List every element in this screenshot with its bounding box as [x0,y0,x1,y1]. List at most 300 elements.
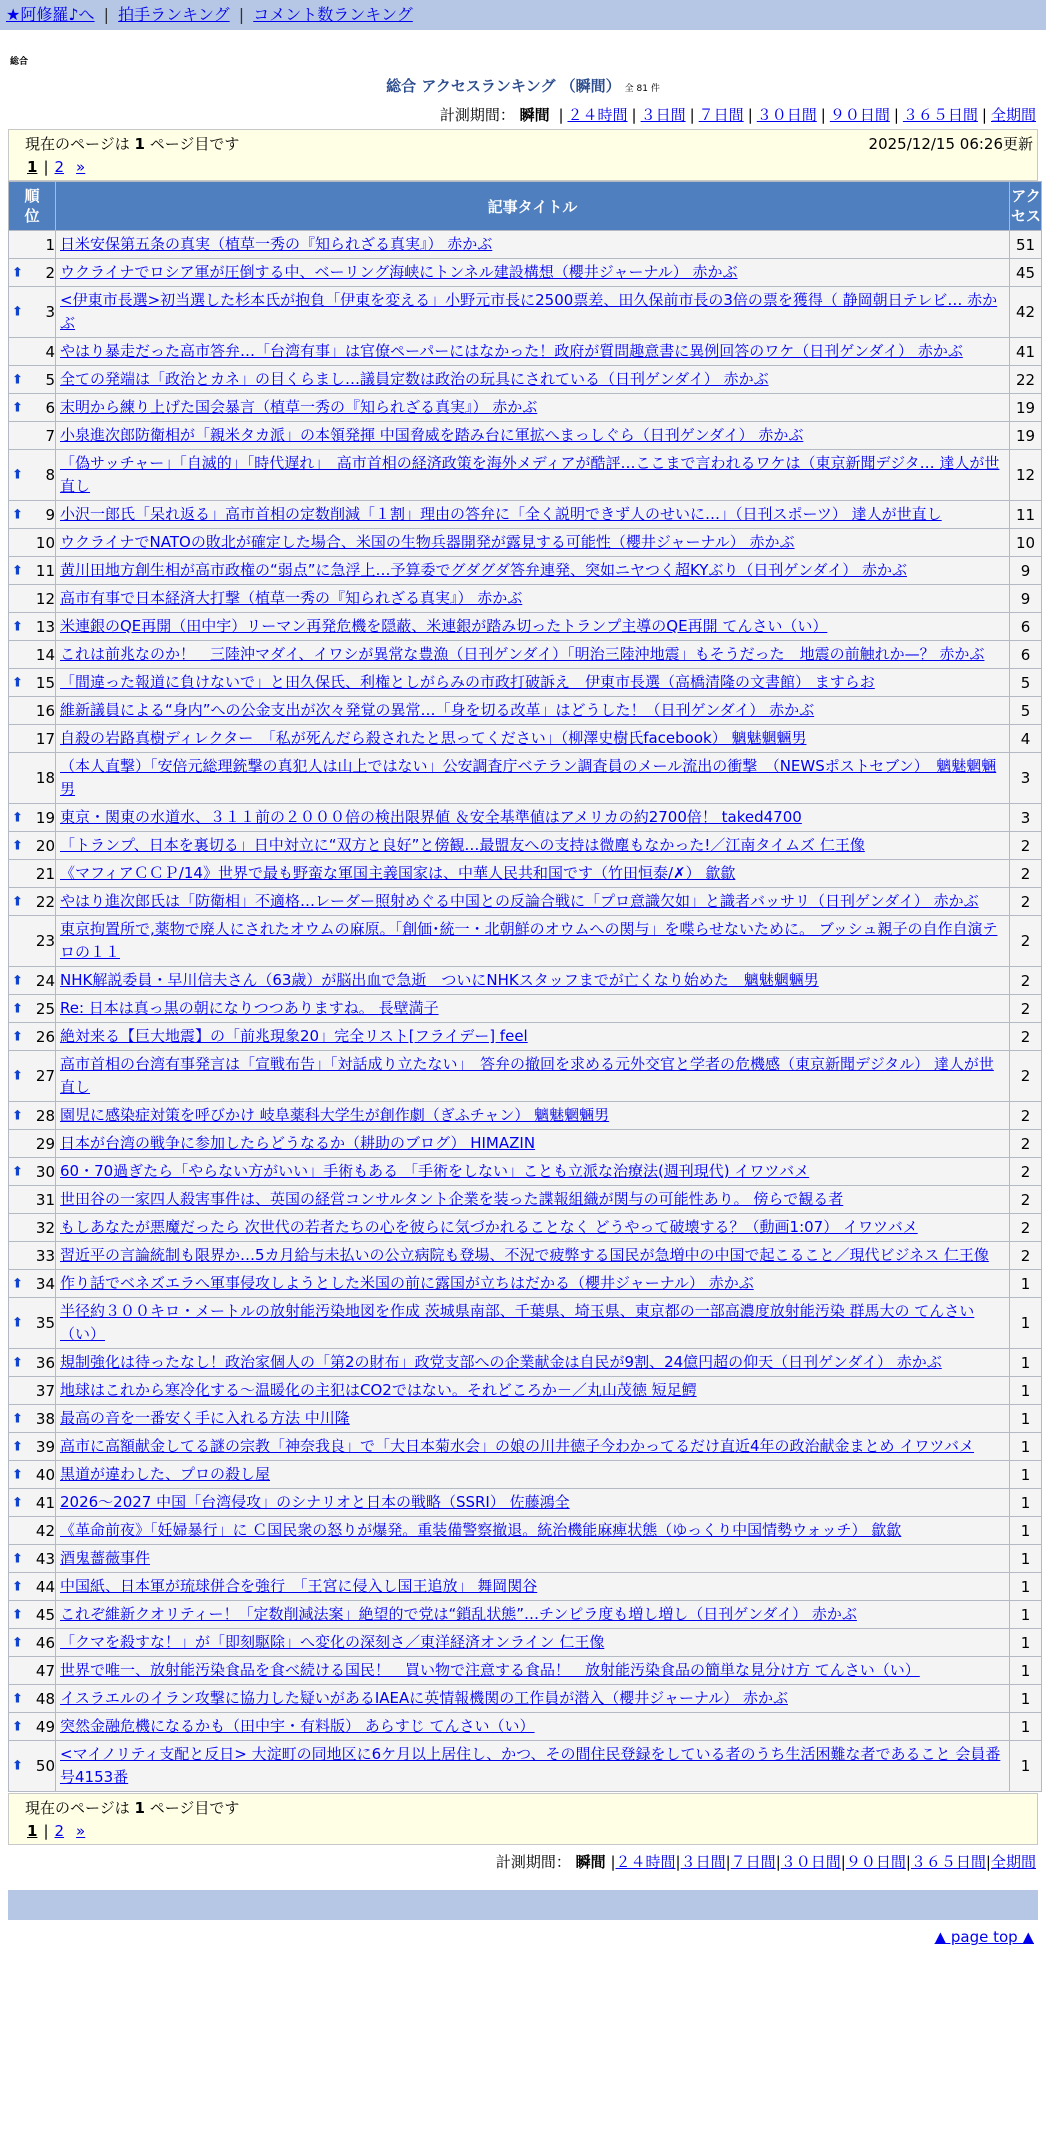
arrow-up-icon: ⬆ [12,1467,23,1482]
article-link[interactable]: 「トランプ、日本を裏切る」日中対立に“双方と良好”と傍観…最盟友への支持は微塵もなかった!／江南タイムズ 仁王像 [60,836,865,854]
nav-home-link[interactable]: ★阿修羅♪へ [6,5,95,24]
article-link[interactable]: 高市有事で日本経済大打撃（植草一秀の『知られざる真実』） 赤かぶ [60,589,523,607]
rank-cell [9,366,55,393]
title-cell [56,832,1009,859]
article-link[interactable]: 米連銀のQE再開（田中宇）リーマン再発危機を隠蔽、米連銀が踏み切ったトランプ主導のQE再開 てんさい（い） [60,617,828,635]
period-selector-top [8,104,1036,125]
access-count: 2 [1010,832,1041,859]
title-cell [56,422,1009,449]
rank-number: 16 [35,701,55,720]
access-count: 2 [1010,860,1041,887]
article-link[interactable]: 突然金融危機になるかも（田中宇・有料版） あらすじ てんさい（い） [60,1717,535,1735]
article-link[interactable]: 「偽サッチャー」「自滅的」「時代遅れ」 高市首相の経済政策を海外メディアが酷評…ここまで言われるワケは（東京新聞デジタ… 達人が世直し [60,454,1000,495]
access-count: 1 [1010,1517,1041,1544]
article-link[interactable]: 園児に感染症対策を呼びかけ 岐阜薬科大学生が創作劇（ぎふチャン） 魑魅魍魎男 [60,1106,610,1124]
title-cell [56,697,1009,724]
nav-clap-ranking-link[interactable]: 拍手ランキング [118,5,230,24]
article-link[interactable]: 作り話でベネズエラへ軍事侵攻しようとした米国の前に露国が立ちはだかる（櫻井ジャーナル） 赤かぶ [60,1274,754,1292]
access-count: 2 [1010,1102,1041,1129]
period-link[interactable]: ３日間 [680,1853,726,1871]
rank-cell [9,1102,55,1129]
rank-number: 49 [35,1717,55,1736]
rank-cell [9,1349,55,1376]
period-link[interactable]: ３６５日間 [902,106,978,124]
page-links [9,156,1037,180]
rank-cell [9,450,55,500]
period-link[interactable]: ２４時間 [615,1853,676,1871]
article-link[interactable]: 60・70過ぎたら「やらない方がいい」手術もある 「手術をしない」ことも立派な治療法(週刊現代) イワツバメ [60,1162,810,1180]
title-cell [56,287,1009,337]
article-link[interactable]: 規制強化は待ったなし！政治家個人の「第2の財布」政党支部への企業献金は自民が9割、24億円超の仰天（日刊ゲンダイ） 赤かぶ [60,1353,942,1371]
article-link[interactable]: 自殺の岩路真樹ディレクター 「私が死んだら殺されたと思ってください」（柳澤史樹氏facebook） 魑魅魍魎男 [60,729,807,747]
access-count: 5 [1010,697,1041,724]
access-count: 9 [1010,585,1041,612]
ranking-row [9,1433,1041,1460]
rank-number: 35 [35,1314,55,1332]
article-link[interactable]: NHK解説委員・早川信夫さん（63歳）が脳出血で急逝 ついにNHKスタッフまでが亡くなり始めた 魑魅魍魎男 [60,971,819,989]
header-rank [9,182,55,230]
title-cell [56,1405,1009,1432]
ranking-row [9,1573,1041,1600]
ranking-row [9,1545,1041,1572]
rank-cell [9,1713,55,1740]
arrow-up-icon: ⬆ [12,507,23,522]
title-cell [56,1214,1009,1241]
rank-cell [9,1741,55,1791]
article-link[interactable]: 黄川田地方創生相が高市政権の“弱点”に急浮上…予算委でグダグダ答弁連発、突如ニヤつく超KYぶり（日刊ゲンダイ） 赤かぶ [60,561,907,579]
rank-number: 15 [35,673,55,692]
access-count: 45 [1010,259,1041,286]
rank-number: 28 [35,1106,55,1125]
period-links [610,1853,1036,1871]
arrow-up-icon: ⬆ [12,973,23,988]
page-link-sep: | [43,1822,49,1840]
ranking-body [9,231,1041,1791]
rank-cell [9,1130,55,1157]
nav-separator: | [103,5,110,24]
pagination-bottom [8,1793,1038,1845]
title-cell [56,366,1009,393]
article-link[interactable]: 黒道が違わした、プロの殺し屋 [60,1465,271,1483]
period-link[interactable]: ２４時間 [567,106,628,124]
article-link[interactable]: 半径約３００キロ・メートルの放射能汚染地図を作成 茨城県南部、千葉県、埼玉県、東京都の一部高濃度放射能汚染 群馬大の てんさい（い） [60,1302,975,1343]
ranking-row [9,753,1041,803]
rank-number: 21 [35,864,55,883]
ranking-row [9,1242,1041,1269]
rank-number: 31 [35,1190,55,1209]
article-link[interactable]: これは前兆なのか！ 三陸沖マダイ、イワシが異常な豊漁（日刊ゲンダイ）「明治三陸沖地震」もそうだった 地震の前触れか—？ 赤かぶ [60,645,985,663]
article-link[interactable]: 世界で唯一、放射能汚染食品を食べ続ける国民！ 買い物で注意する食品！ 放射能汚染食品の簡単な見分け方 てんさい（い） [60,1661,920,1679]
article-link[interactable]: 中国紙、日本軍が琉球併合を強行 「王宮に侵入し国王追放」 舞岡関谷 [60,1577,538,1595]
article-link[interactable]: 《マフィアＣＣＰ/14》世界で最も野蛮な軍国主義国家は、中華人民共和国です（竹田恒泰/✗） 歙歙 [60,864,736,882]
arrow-up-icon: ⬆ [12,1607,23,1622]
ranking-row [9,1298,1041,1348]
period-separator: | [747,106,753,124]
arrow-up-icon: ⬆ [12,1068,23,1084]
article-link[interactable]: 最高の音を一番安く手に入れる方法 中川隆 [60,1409,350,1427]
rank-number: 41 [35,1493,55,1512]
rank-number: 32 [35,1218,55,1237]
period-separator: | [840,1853,846,1871]
rank-number: 6 [45,398,55,417]
period-link[interactable]: ３０日間 [756,106,817,124]
ranking-row [9,1102,1041,1129]
access-count: 51 [1010,231,1041,258]
arrow-up-icon: ⬆ [12,1355,23,1370]
ranking-row [9,394,1041,421]
period-link[interactable]: 全期間 [990,106,1036,124]
title-cell [56,585,1009,612]
ranking-row [9,613,1041,640]
article-link[interactable]: 高市首相の台湾有事発言は「宣戦布告」「対話成り立たない」 答弁の撤回を求める元外交官と学者の危機感（東京新聞デジタル） 達人が世直し [60,1055,994,1096]
rank-cell [9,1214,55,1241]
current-page-text [25,132,239,156]
period-links [554,106,1036,124]
title-cell [56,394,1009,421]
arrow-up-icon: ⬆ [12,1579,23,1594]
access-count: 1 [1010,1741,1041,1791]
page-link-next[interactable]: » [76,1822,86,1840]
ranking-row [9,1270,1041,1297]
article-link[interactable]: <マイノリティ支配と反日> 大淀町の同地区に6ケ月以上居住し、かつ、その間住民登録をしている者のうち生活困難な者であること 会員番号4153番 [60,1745,1001,1786]
arrow-up-icon: ⬆ [12,1551,23,1566]
arrow-up-icon: ⬆ [12,372,23,387]
article-link[interactable]: 2026～2027 中国「台湾侵攻」のシナリオと日本の戦略（SSRI） 佐藤鴻全 [60,1493,570,1511]
rank-number: 27 [35,1067,55,1085]
ranking-row [9,1489,1041,1516]
period-label: 計測期間： [495,1853,571,1871]
title-cell [56,450,1009,500]
period-separator: | [725,1853,731,1871]
rank-number: 33 [35,1246,55,1265]
rank-number: 5 [45,370,55,389]
period-link[interactable]: ９０日間 [829,106,890,124]
period-separator: | [893,106,899,124]
arrow-up-icon: ⬆ [12,1001,23,1016]
rank-number: 47 [35,1661,55,1680]
article-link[interactable]: 小沢一郎氏「呆れ返る」高市首相の定数削減「１割」理由の答弁に「全く説明できず人のせいに…」（日刊スポーツ） 達人が世直し [60,505,942,523]
rank-cell [9,725,55,752]
rank-number: 24 [35,971,55,990]
rank-number: 48 [35,1689,55,1708]
period-link[interactable]: ９０日間 [845,1853,906,1871]
rank-cell [9,967,55,994]
access-count: 1 [1010,1713,1041,1740]
ranking-row [9,585,1041,612]
period-link[interactable]: ７日間 [698,106,744,124]
ranking-row [9,641,1041,668]
ranking-row [9,1461,1041,1488]
title-cell [56,1517,1009,1544]
title-cell [56,725,1009,752]
title-cell [56,916,1009,966]
period-label: 計測期間： [439,106,515,124]
title-cell [56,753,1009,803]
rank-number: 38 [35,1409,55,1428]
access-count: 2 [1010,1214,1041,1241]
period-link[interactable]: 全期間 [990,1853,1036,1871]
title-cell [56,1489,1009,1516]
article-link[interactable]: これぞ維新クオリティー！「定数削減法案」絶望的で党は“鎖乱状態”…チンピラ度も増し増し（日刊ゲンダイ） 赤かぶ [60,1605,857,1623]
arrow-up-icon: ⬆ [12,265,23,280]
title-cell [56,1629,1009,1656]
header-rank-label: 順位 [24,187,40,225]
article-link[interactable]: 維新議員による“身内”への公金支出が次々発覚の異常…「身を切る改革」はどうした！（日刊ゲンダイ） 赤かぶ [60,701,815,719]
title-cell [56,1573,1009,1600]
arrow-up-icon: ⬆ [12,1758,23,1774]
article-link[interactable]: ウクライナでロシア軍が圧倒する中、ベーリング海峡にトンネル建設構想（櫻井ジャーナル） 赤かぶ [60,263,738,281]
rank-cell [9,697,55,724]
period-separator: | [675,1853,681,1871]
title-cell [56,1741,1009,1791]
rank-number: 43 [35,1549,55,1568]
access-count: 1 [1010,1545,1041,1572]
access-count: 10 [1010,529,1041,556]
arrow-up-icon: ⬆ [12,1691,23,1706]
rank-number: 26 [35,1027,55,1046]
title-cell [56,529,1009,556]
ranking-row [9,1349,1041,1376]
arrow-up-icon: ⬆ [12,894,23,909]
rank-number: 7 [45,426,55,445]
rank-cell [9,669,55,696]
page-status-bottom [9,1796,1037,1820]
rank-cell [9,1657,55,1684]
rank-cell [9,338,55,365]
article-link[interactable]: 末明から練り上げた国会暴言（植草一秀の『知られざる真実』） 赤かぶ [60,398,538,416]
rank-cell [9,1186,55,1213]
access-count: 2 [1010,1242,1041,1269]
article-link[interactable]: 小泉進次郎防衛相が「親米タカ派」の本領発揮 中国脅威を踏み台に軍拡へまっしぐら（日刊ゲンダイ） 赤かぶ [60,426,804,444]
ranking-header-row [9,182,1041,230]
title-cell [56,1545,1009,1572]
article-link[interactable]: イスラエルのイラン攻撃に協力した疑いがあるIAEAに英情報機関の工作員が潜入（櫻井ジャーナル） 赤かぶ [60,1689,788,1707]
arrow-up-icon: ⬆ [12,1719,23,1734]
period-link[interactable]: ３日間 [640,106,686,124]
arrow-up-icon: ⬆ [12,1164,23,1179]
article-link[interactable]: Re: 日本は真っ黒の朝になりつつありますね。 長壁満子 [60,999,439,1017]
rank-number: 9 [45,505,55,524]
ranking-row [9,1214,1041,1241]
article-link[interactable]: 「間違った報道に負けないで」と田久保氏、利権としがらみの市政打破訴え 伊東市長選（高橋清隆の文書館） ますらお [60,673,875,691]
access-count: 6 [1010,641,1041,668]
period-link[interactable]: ７日間 [730,1853,776,1871]
page-link-sep: | [43,158,49,176]
title-cell [56,613,1009,640]
ranking-row [9,366,1041,393]
article-link[interactable]: 絶対来る【巨大地震】の「前兆現象20」完全リスト[フライデー] feel [60,1027,528,1045]
rank-number: 2 [45,263,55,282]
ranking-row [9,697,1041,724]
ranking-row [9,967,1041,994]
title-cell [56,888,1009,915]
ranking-row [9,1685,1041,1712]
article-link[interactable]: 酒鬼薔薇事件 [60,1549,151,1567]
article-link[interactable]: <伊東市長選>初当選した杉本氏が抱負「伊東を変える」小野元市長に2500票差、田久保前市長の3倍の票を獲得（ 静岡朝日テレビ… 赤かぶ [60,291,998,332]
page-text-post: ページ目です [149,1799,240,1817]
rank-cell [9,231,55,258]
access-count: 1 [1010,1461,1041,1488]
article-link[interactable]: 世田谷の一家四人殺害事件は、英国の経営コンサルタント企業を装った諜報組織が関与の可能性あり。 傍らで観る者 [60,1190,844,1208]
rank-cell [9,1405,55,1432]
rank-number: 10 [35,533,55,552]
ranking-row [9,557,1041,584]
page-text-post: ページ目です [149,135,240,153]
access-count: 1 [1010,1298,1041,1348]
arrow-up-icon: ⬆ [12,1635,23,1650]
top-nav-bar [0,0,1046,30]
page-top-link[interactable]: ▲ page top ▲ [934,1928,1034,1946]
page-link-1: 1 [27,1822,38,1840]
article-link[interactable]: 東京・関東の水道水、３１１前の２０００倍の検出限界値 ＆安全基準値はアメリカの約2700倍！ taked4700 [60,808,802,826]
article-link[interactable]: 全ての発端は「政治とカネ」の目くらまし…議員定数は政治の玩具にされている（日刊ゲンダイ） 赤かぶ [60,370,769,388]
period-link[interactable]: ３０日間 [780,1853,841,1871]
rank-number: 39 [35,1437,55,1456]
access-count: 1 [1010,1601,1041,1628]
rank-number: 3 [45,303,55,321]
arrow-up-icon: ⬆ [12,563,23,578]
rank-cell [9,888,55,915]
title-cell [56,1242,1009,1269]
title-cell [56,860,1009,887]
ranking-row [9,1130,1041,1157]
access-count: 1 [1010,1433,1041,1460]
article-link[interactable]: ウクライナでNATOの敗北が確定した場合、米国の生物兵器開発が露見する可能性（櫻井ジャーナル） 赤かぶ [60,533,795,551]
arrow-up-icon: ⬆ [12,1495,23,1510]
access-count: 3 [1010,753,1041,803]
title-cell [56,1461,1009,1488]
title-cell [56,995,1009,1022]
rank-number: 46 [35,1633,55,1652]
page-link-next[interactable]: » [76,158,86,176]
period-current: 瞬間 [575,1853,606,1871]
updated-timestamp: 2025/12/15 06:26更新 [868,135,1033,153]
page-title [8,75,1038,96]
access-count: 2 [1010,1023,1041,1050]
title-cell [56,804,1009,831]
arrow-up-icon: ⬆ [12,467,23,483]
period-separator: | [985,1853,991,1871]
page-links-bottom [9,1820,1037,1844]
ranking-row [9,287,1041,337]
article-link[interactable]: やはり進次郎氏は「防衛相」不適格…レーダー照射めぐる中国との反論合戦に「プロ意識欠如」と識者バッサリ（日刊ゲンダイ） 赤かぶ [60,892,979,910]
ranking-row [9,1657,1041,1684]
ranking-row [9,669,1041,696]
title-cell [56,967,1009,994]
arrow-up-icon: ⬆ [12,304,23,320]
rank-number: 40 [35,1465,55,1484]
access-count: 5 [1010,669,1041,696]
article-link[interactable]: 高市に高額献金してる謎の宗教「神奈我良」で「大日本菊水会」の娘の川井徳子今わかってるだけ直近4年の政治献金まとめ イワツバメ [60,1437,975,1455]
page-link-1: 1 [27,158,38,176]
period-separator: | [775,1853,781,1871]
rank-number: 22 [35,892,55,911]
ranking-row [9,1713,1041,1740]
period-link[interactable]: ３６５日間 [910,1853,986,1871]
section-label: 総合 [10,57,29,67]
rank-number: 44 [35,1577,55,1596]
rank-cell [9,995,55,1022]
rank-number: 17 [35,729,55,748]
ranking-row [9,1051,1041,1101]
rank-number: 13 [35,617,55,636]
article-link[interactable]: もしあなたが悪魔だったら 次世代の若者たちの心を彼らに気づかれることなく どうやって破壊する？（動画1:07） イワツバメ [60,1218,918,1236]
rank-cell [9,1601,55,1628]
arrow-up-icon: ⬆ [12,1411,23,1426]
article-link[interactable]: （本人直撃）「安倍元総理銃撃の真犯人は山上ではない」公安調査庁ベテラン調査員のメール流出の衝撃 （NEWSポストセブン） 魑魅魍魎男 [60,757,997,798]
ranking-row [9,338,1041,365]
page-top-area [8,1920,1038,1946]
article-link[interactable]: 日本が台湾の戦争に参加したらどうなるか（耕助のブログ） HIMAZIN [60,1134,536,1152]
rank-cell [9,1433,55,1460]
title-cell [56,1349,1009,1376]
access-count: 1 [1010,1573,1041,1600]
ranking-row [9,1629,1041,1656]
period-separator: | [905,1853,911,1871]
rank-number: 42 [35,1521,55,1540]
access-count: 2 [1010,995,1041,1022]
rank-number: 30 [35,1162,55,1181]
header-access-label: アクセス [1011,187,1042,225]
article-link[interactable]: 地球はこれから寒冷化する～温暖化の主犯はCO2ではない。それどころか－／丸山茂徳 短足鰐 [60,1381,697,1399]
item-count: 全 81 件 [624,84,660,94]
current-page-text-bottom [25,1796,239,1820]
rank-number: 20 [35,836,55,855]
access-count: 41 [1010,338,1041,365]
rank-cell [9,585,55,612]
title-cell [56,1685,1009,1712]
rank-cell [9,804,55,831]
page-link-2[interactable]: 2 [54,158,65,176]
period-separator: | [610,1853,616,1871]
rank-cell [9,1270,55,1297]
period-selector-bottom [8,1851,1036,1872]
title-cell [56,259,1009,286]
rank-cell [9,529,55,556]
rank-cell [9,1023,55,1050]
access-count: 1 [1010,1657,1041,1684]
nav-comment-ranking-link[interactable]: コメント数ランキング [253,5,413,24]
title-cell [56,1657,1009,1684]
access-count: 22 [1010,366,1041,393]
ranking-row [9,1158,1041,1185]
period-separator: | [820,106,826,124]
article-link[interactable]: 習近平の言論統制も限界か…5カ月給与未払いの公立病院も登場、不況で疲弊する国民が急増中の中国で起こること／現代ビジネス 仁王像 [60,1246,989,1264]
access-count: 19 [1010,394,1041,421]
rank-cell [9,394,55,421]
article-link[interactable]: 東京拘置所で,薬物で廃人にされたオウムの麻原。「創価･統一・北朝鮮のオウムへの関与」を喋らせないために。 ブッシュ親子の自作自演テロの１１ [60,920,998,961]
page-number: 1 [134,135,145,153]
rank-cell [9,287,55,337]
rank-cell [9,1242,55,1269]
article-link[interactable]: 日米安保第五条の真実（植草一秀の『知られざる真実』） 赤かぶ [60,235,493,253]
page-link-2[interactable]: 2 [54,1822,65,1840]
title-cell [56,338,1009,365]
title-cell [56,1051,1009,1101]
page-text-pre: 現在のページは [25,135,130,153]
article-link[interactable]: やはり暴走だった高市答弁…「台湾有事」は官僚ペーパーにはなかった！政府が質問趣意書に異例回答のワケ（日刊ゲンダイ） 赤かぶ [60,342,963,360]
access-count: 12 [1010,450,1041,500]
article-link[interactable]: 《革命前夜》「妊婦暴行」に Ｃ国民衆の怒りが爆発。重装備警察撤退。統治機能麻痺状態（ゆっくり中国情勢ウォッチ） 歙歙 [60,1521,902,1539]
arrow-up-icon: ⬆ [12,1439,23,1454]
rank-cell [9,1298,55,1348]
rank-number: 29 [35,1134,55,1153]
ranking-row [9,1601,1041,1628]
rank-cell [9,613,55,640]
access-count: 2 [1010,967,1041,994]
page-title-text: 総合 アクセスランキング （瞬間） [386,77,621,95]
article-link[interactable]: 「クマを殺すな！」が「即刻駆除」へ変化の深刻さ／東洋経済オンライン 仁王像 [60,1633,605,1651]
